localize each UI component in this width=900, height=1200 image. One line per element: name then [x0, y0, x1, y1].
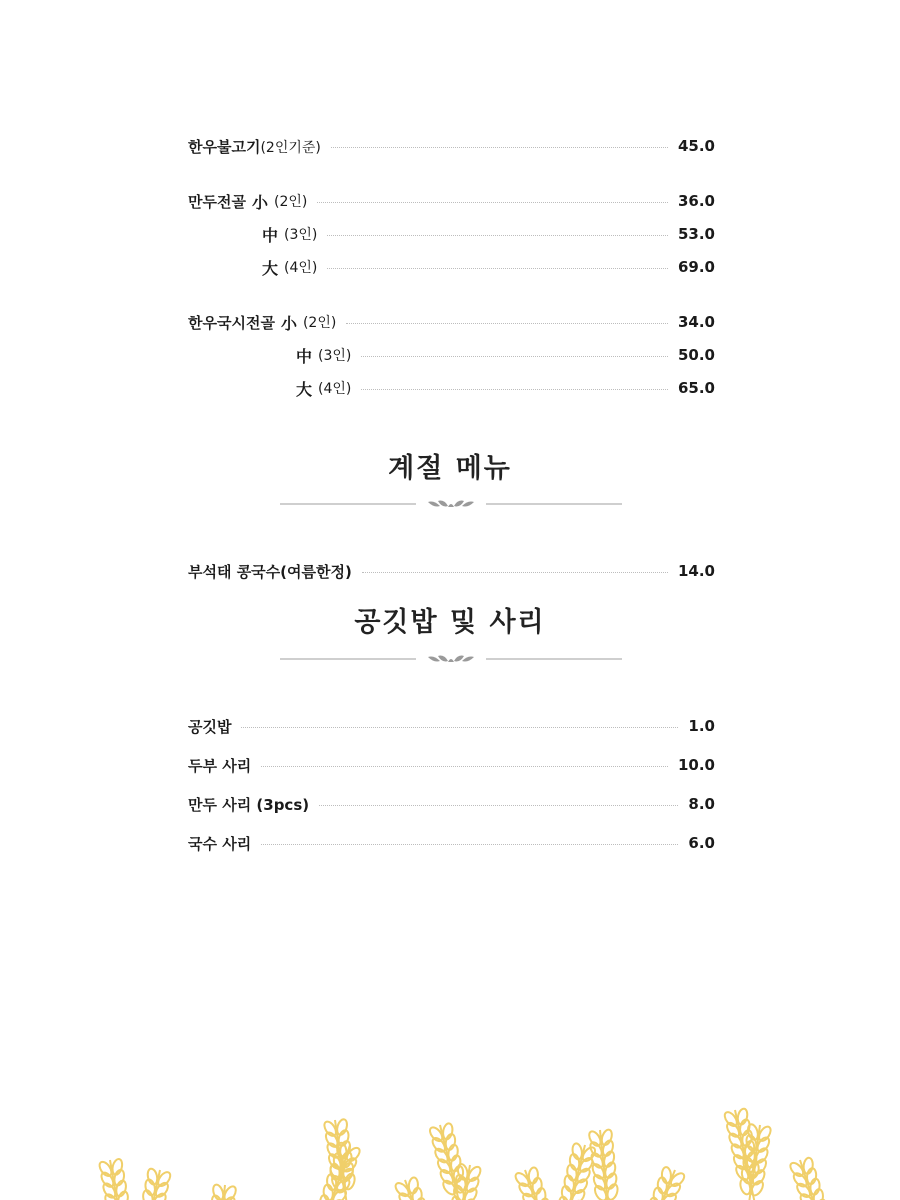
menu-item-price: 45.0 [677, 137, 715, 155]
menu-item-name: 부석태 콩국수(여름한정) [188, 562, 352, 581]
menu-item-price: 8.0 [688, 795, 715, 813]
menu-item-price: 53.0 [677, 225, 715, 243]
wheat-stalk [722, 1106, 774, 1200]
menu-item-name: 두부 사리 [188, 756, 252, 775]
leaf-ornament-icon [426, 653, 476, 665]
leader-dots [327, 268, 668, 269]
menu-item-price: 65.0 [677, 379, 715, 397]
menu-item-name: 만두 사리 (3pcs) [188, 795, 310, 814]
section-title-rice-sides: 공깃밥 및 사리 [354, 607, 546, 638]
wheat-stalk [97, 1157, 145, 1200]
menu-item-mandu-sari [188, 791, 715, 817]
menu-item-bulgogi [188, 133, 715, 159]
section-title-seasonal: 계절 메뉴 [388, 453, 512, 484]
wheat-stalk [392, 1174, 459, 1200]
wheat-decoration-icon [0, 1090, 900, 1200]
leader-dots [346, 323, 668, 324]
wheat-stalk [787, 1155, 850, 1200]
leader-dots [261, 766, 668, 767]
menu-item-name: 中 (3인) [262, 225, 318, 245]
leader-dots [241, 727, 678, 728]
menu-item-guksu-sari [188, 830, 715, 856]
menu-item-guksi-jeongol-medium [188, 342, 715, 368]
menu-item-name: 만두전골 小 (2인) [188, 192, 308, 212]
menu-item-name: 한우국시전골 小 (2인) [188, 313, 337, 333]
section-divider [280, 653, 622, 665]
menu-item-price: 50.0 [677, 346, 715, 364]
menu-item-price: 69.0 [677, 258, 715, 276]
leader-dots [331, 147, 668, 148]
leader-dots [327, 235, 668, 236]
leader-dots [362, 572, 668, 573]
wheat-stalk [122, 1166, 174, 1200]
wheat-stalk [618, 1164, 688, 1200]
leaf-ornament-icon [426, 498, 476, 510]
menu-item-price: 34.0 [677, 313, 715, 331]
leader-dots [319, 805, 678, 806]
menu-item-mandu-jeongol-medium [188, 221, 715, 247]
menu-item-price: 1.0 [688, 717, 715, 735]
wheat-stalk [512, 1164, 579, 1200]
leader-dots [361, 389, 668, 390]
leader-dots [317, 202, 668, 203]
menu-item-name: 공깃밥 [188, 717, 232, 736]
menu-item-name: 국수 사리 [188, 834, 252, 853]
menu-item-guksi-jeongol-small [188, 309, 715, 335]
menu-item-kongguksu [188, 558, 715, 584]
menu-item-guksi-jeongol-large [188, 375, 715, 401]
menu-item-mandu-jeongol-large [188, 254, 715, 280]
menu-item-mandu-jeongol-small [188, 188, 715, 214]
menu-item-name: 한우불고기(2인기준) [188, 137, 321, 156]
menu-item-name: 大 (4인) [262, 258, 318, 278]
wheat-stalk [199, 1182, 238, 1200]
menu-item-price: 36.0 [677, 192, 715, 210]
leader-dots [361, 356, 668, 357]
leader-dots [261, 844, 678, 845]
menu-item-price: 14.0 [677, 562, 715, 580]
section-divider [280, 498, 622, 510]
menu-item-name: 中 (3인) [296, 346, 352, 366]
menu-item-price: 10.0 [677, 756, 715, 774]
menu-item-dubu-sari [188, 752, 715, 778]
menu-item-gonggitbap [188, 713, 715, 739]
menu-item-name: 大 (4인) [296, 379, 352, 399]
menu-item-price: 6.0 [688, 834, 715, 852]
